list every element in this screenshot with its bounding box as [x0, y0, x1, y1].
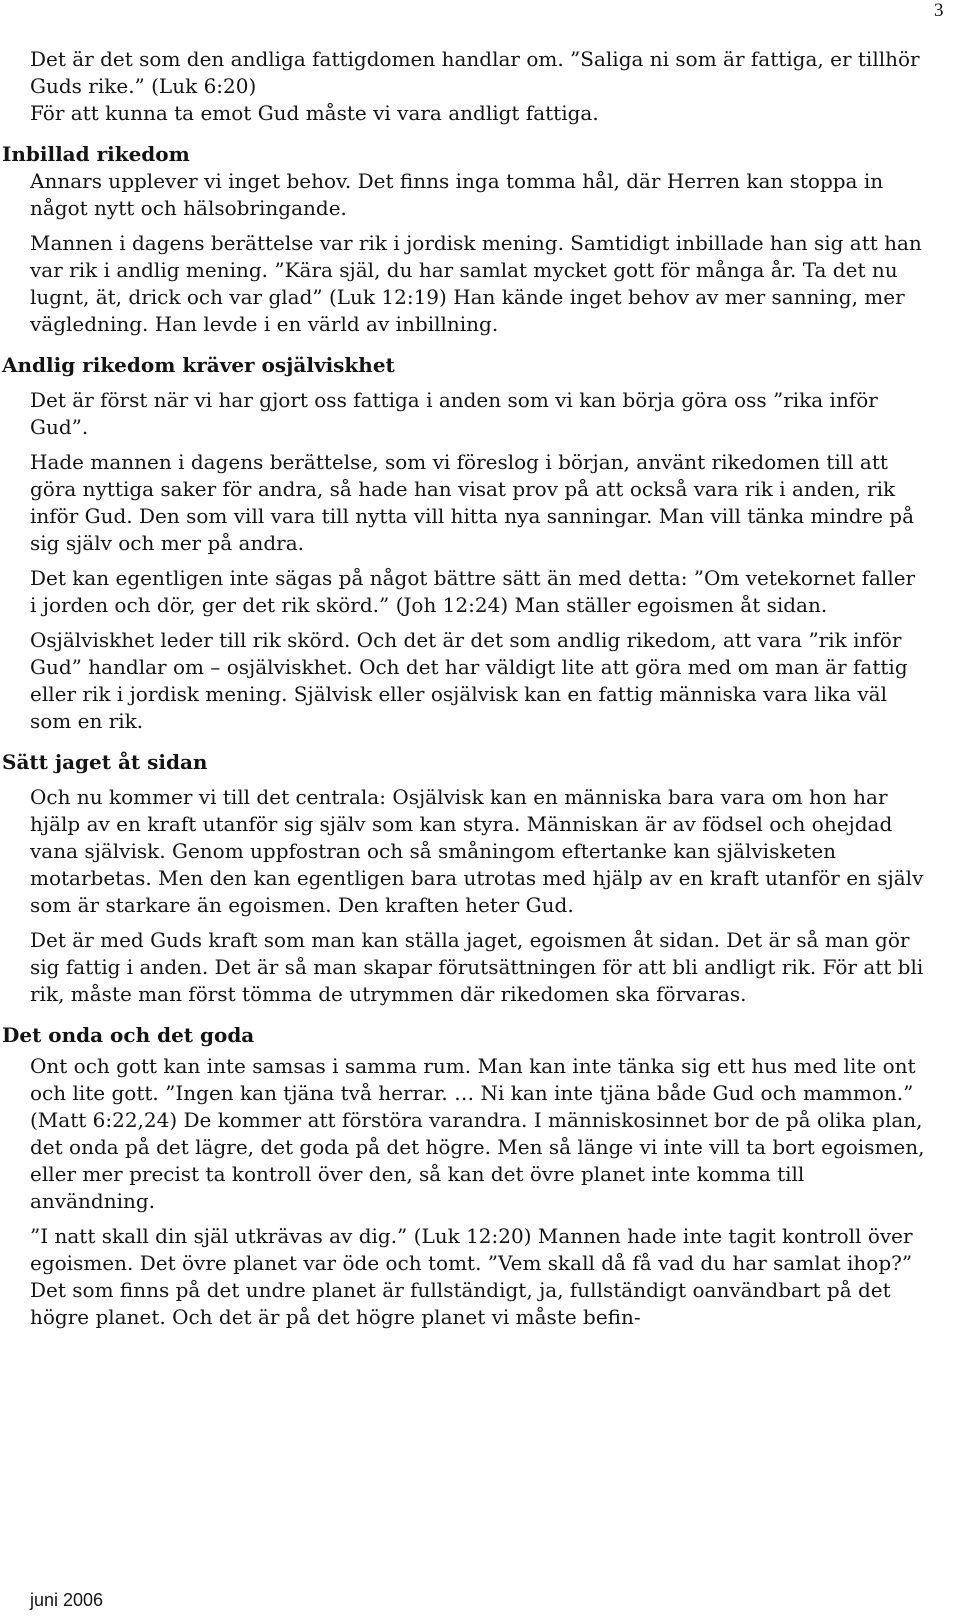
section-heading: Sätt jaget åt sidan	[2, 750, 208, 774]
page-number: 3	[934, 0, 944, 21]
paragraph: Det är det som den andliga fattigdomen handlar om. ”Saliga ni som är fattiga, er tillhör Guds rike.” (Luk 6:20)	[30, 47, 920, 98]
paragraph: Det är med Guds kraft som man kan ställa jaget, egoismen åt sidan. Det är så man gör sig fattig i anden. Det är så man skapar förutsättningen för att bli andligt rik. För att bli rik, måste man först tömma de utrymmen där rikedomen ska förvaras.	[30, 928, 924, 1006]
footer-date: juni 2006	[30, 1590, 104, 1610]
section-andlig-rikedom	[0, 352, 926, 735]
section-satt-jaget-at-sidan	[0, 749, 926, 1008]
paragraph: Det är först när vi har gjort oss fattiga i anden som vi kan börja göra oss ”rika inför Gud”.	[30, 388, 878, 439]
section-det-onda-och-det-goda	[0, 1022, 926, 1331]
intro-section	[0, 46, 926, 127]
paragraph: Det kan egentligen inte sägas på något bättre sätt än med detta: ”Om vetekornet faller i jorden och dör, ger det rik skörd.” (Joh 12:24) Man ställer egoismen åt sidan.	[30, 566, 916, 617]
paragraph: Och nu kommer vi till det centrala: Osjälvisk kan en människa bara vara om hon har hjälp av en kraft utanför sig själv som kan styra. Människan är av födsel och ohejdad vana självisk. Genom uppfostran och så småningom eftertanke kan självisketen motarbetas. Men den kan egentligen bara utrotas med hjälp av en kraft utanför en själv som är starkare än egoismen. Den kraften heter Gud.	[30, 785, 924, 917]
section-heading: Andlig rikedom kräver osjälviskhet	[2, 353, 395, 377]
paragraph: Osjälviskhet leder till rik skörd. Och det är det som andlig rikedom, att vara ”rik inför Gud” handlar om – osjälviskhet. Och det har väldigt lite att göra med om man är fattig eller rik i jordisk mening. Självisk eller osjälvisk kan en fattig människa vara lika väl som en rik.	[30, 628, 908, 733]
paragraph: Mannen i dagens berättelse var rik i jordisk mening. Samtidigt inbillade han sig att han var rik i andlig mening. ”Kära själ, du har samlat mycket gott för många år. Ta det nu lugnt, ät, drick och var glad” (Luk 12:19) Han kände inget behov av mer sanning, mer vägledning. Han levde i en värld av inbillning.	[30, 231, 922, 336]
paragraph: ”I natt skall din själ utkrävas av dig.” (Luk 12:20) Mannen hade inte tagit kontroll över egoismen. Det övre planet var öde och tomt. ”Vem skall då få vad du har samlat ihop?” Det som finns på det undre planet är fullständigt, ja, fullständigt oanvändbart på det högre planet. Och det är på det högre planet vi måste befin-	[30, 1224, 913, 1329]
paragraph: Ont och gott kan inte samsas i samma rum. Man kan inte tänka sig ett hus med lite ont och lite gott. ”Ingen kan tjäna två herrar. … Ni kan inte tjäna både Gud och mammon.” (Matt 6:22,24) De kommer att förstöra varandra. I människosinnet bor de på olika plan, det onda på det lägre, det goda på det högre. Men så länge vi inte vill ta bort egoismen, eller mer precist ta kontroll över den, så kan det övre planet inte komma till användning.	[30, 1054, 925, 1213]
paragraph: Hade mannen i dagens berättelse, som vi föreslog i början, använt rikedomen till att göra nyttiga saker för andra, så hade han visat prov på att också vara rik i anden, rik inför Gud. Den som vill vara till nytta vill hitta nya sanningar. Man vill tänka mindre på sig själv och mer på andra.	[30, 450, 915, 555]
section-heading: Det onda och det goda	[2, 1023, 255, 1047]
paragraph: För att kunna ta emot Gud måste vi vara andligt fattiga.	[30, 101, 599, 125]
document-body	[0, 46, 926, 1331]
section-inbillad-rikedom	[0, 141, 926, 338]
paragraph: Annars upplever vi inget behov. Det finns inga tomma hål, där Herren kan stoppa in något nytt och hälsobringande.	[30, 169, 884, 220]
section-heading: Inbillad rikedom	[2, 142, 190, 166]
